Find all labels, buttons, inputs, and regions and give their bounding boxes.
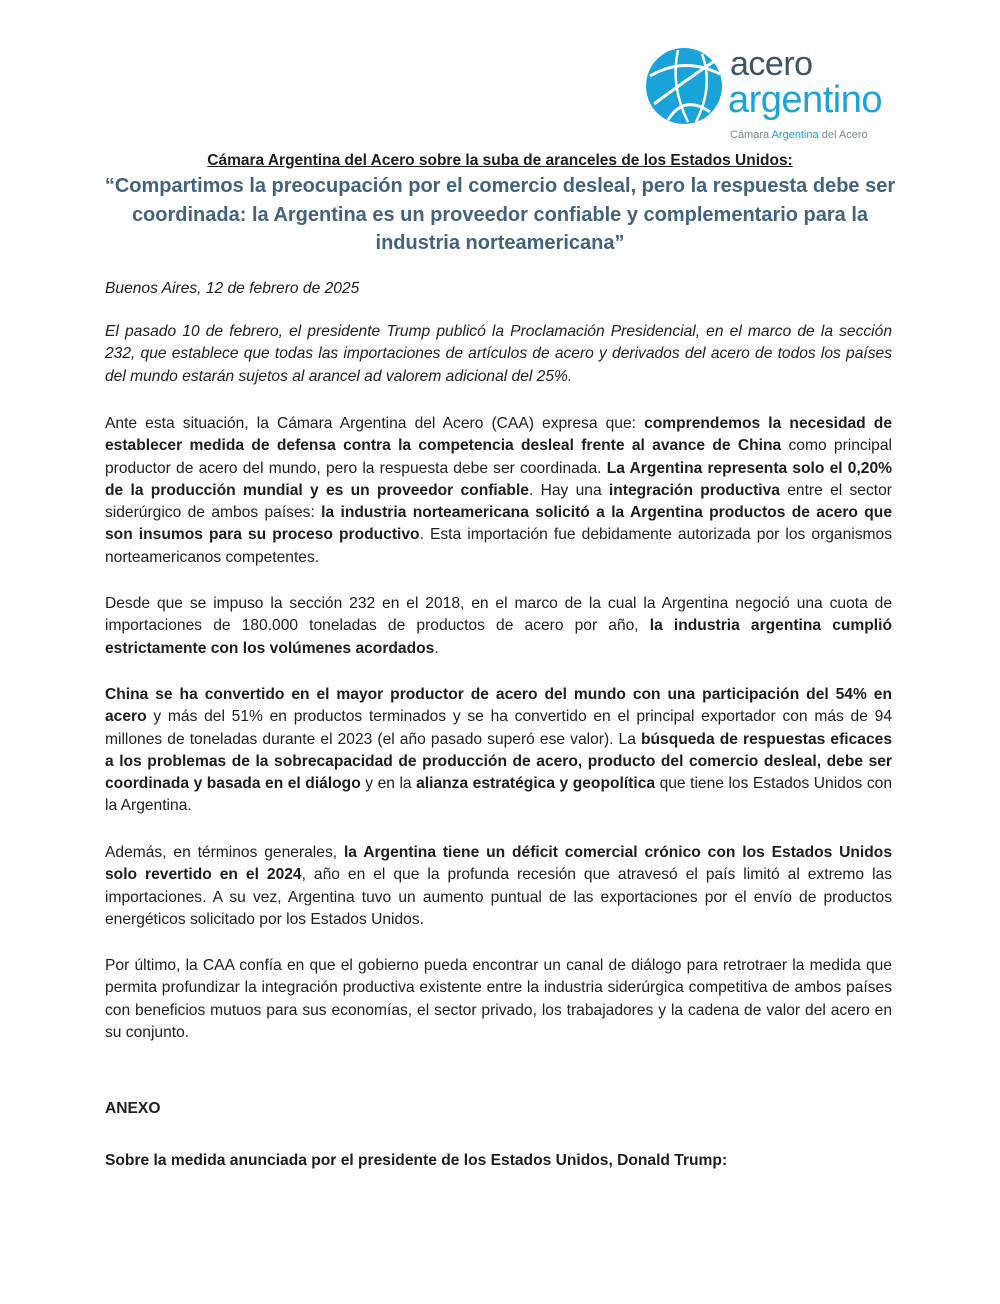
dateline: Buenos Aires, 12 de febrero de 2025 — [105, 280, 360, 297]
logo-word-argentino: argentino — [728, 79, 882, 121]
annex-subheading: Sobre la medida anunciada por el presidente de los Estados Unidos, Donald Trump: — [105, 1152, 728, 1169]
annex-heading: ANEXO — [105, 1100, 161, 1117]
paragraph-2: Ante esta situación, la Cámara Argentina del Acero (CAA) expresa que: comprendemos la necesidad de establecer medida de defensa contra la competencia desleal frente al avance de China como principal productor de acero del mundo, pero la respuesta debe ser coordinada. La Argentina representa solo el 0,20% de la producción mundial y es un proveedor confiable. Hay una integración productiva entre el sector siderúrgico de ambos países: la industria norteamericana solicitó a la Argentina productos de acero que son insumos para su proceso productivo. Esta importación fue debidamente autorizada por los organismos norteamericanos competentes. — [105, 415, 892, 566]
paragraph-3: Desde que se impuso la sección 232 en el 2018, en el marco de la cual la Argentina negoció una cuota de importaciones de 180.000 toneladas de productos de acero por año, la industria argentina cumplió estrictamente con los volúmenes acordados. — [105, 595, 892, 657]
acero-argentino-logo — [644, 44, 894, 144]
paragraph-6: Por último, la CAA confía en que el gobierno pueda encontrar un canal de diálogo para retrotraer la medida que permita profundizar la integración productiva existente entre la industria siderúrgica competitiva de ambos países con beneficios mutuos para sus economías, el sector privado, los trabajadores y la cadena de valor del acero en su conjunto. — [105, 957, 892, 1041]
logo-subtitle: Cámara Argentina del Acero — [730, 129, 868, 141]
globe-logo-icon — [644, 46, 724, 126]
paragraph-1: El pasado 10 de febrero, el presidente Trump publicó la Proclamación Presidencial, en el marco de la sección 232, que establece que todas las importaciones de artículos de acero y derivados del acero de todos los países del mundo estarán sujetos al arancel ad valorem adicional del 25%. — [105, 323, 892, 385]
logo-word-acero: acero — [730, 45, 813, 83]
kicker-heading: Cámara Argentina del Acero sobre la suba de aranceles de los Estados Unidos: — [207, 152, 793, 169]
paragraph-5: Además, en términos generales, la Argentina tiene un déficit comercial crónico con los Estados Unidos solo revertido en el 2024, año en el que la profunda recesión que atravesó el país limitó al extremo las importaciones. A su vez, Argentina tuvo un aumento puntual de las exportaciones por el envío de productos energéticos solicitado por los Estados Unidos. — [105, 844, 893, 928]
headline: “Compartimos la preocupación por el comercio desleal, pero la respuesta debe ser coordinada: la Argentina es un proveedor confiable y complementario para la industria norteamericana” — [104, 175, 896, 254]
paragraph-4: China se ha convertido en el mayor productor de acero del mundo con una participación del 54% en acero y más del 51% en productos terminados y se ha convertido en el principal exportador con más de 94 millones de toneladas durante el 2023 (el año pasado superó ese valor). La búsqueda de respuestas eficaces a los problemas de la sobrecapacidad de producción de acero, producto del comercio desleal, debe ser coordinada y basada en el diálogo y en la alianza estratégica y geopolítica que tiene los Estados Unidos con la Argentina. — [105, 686, 892, 815]
